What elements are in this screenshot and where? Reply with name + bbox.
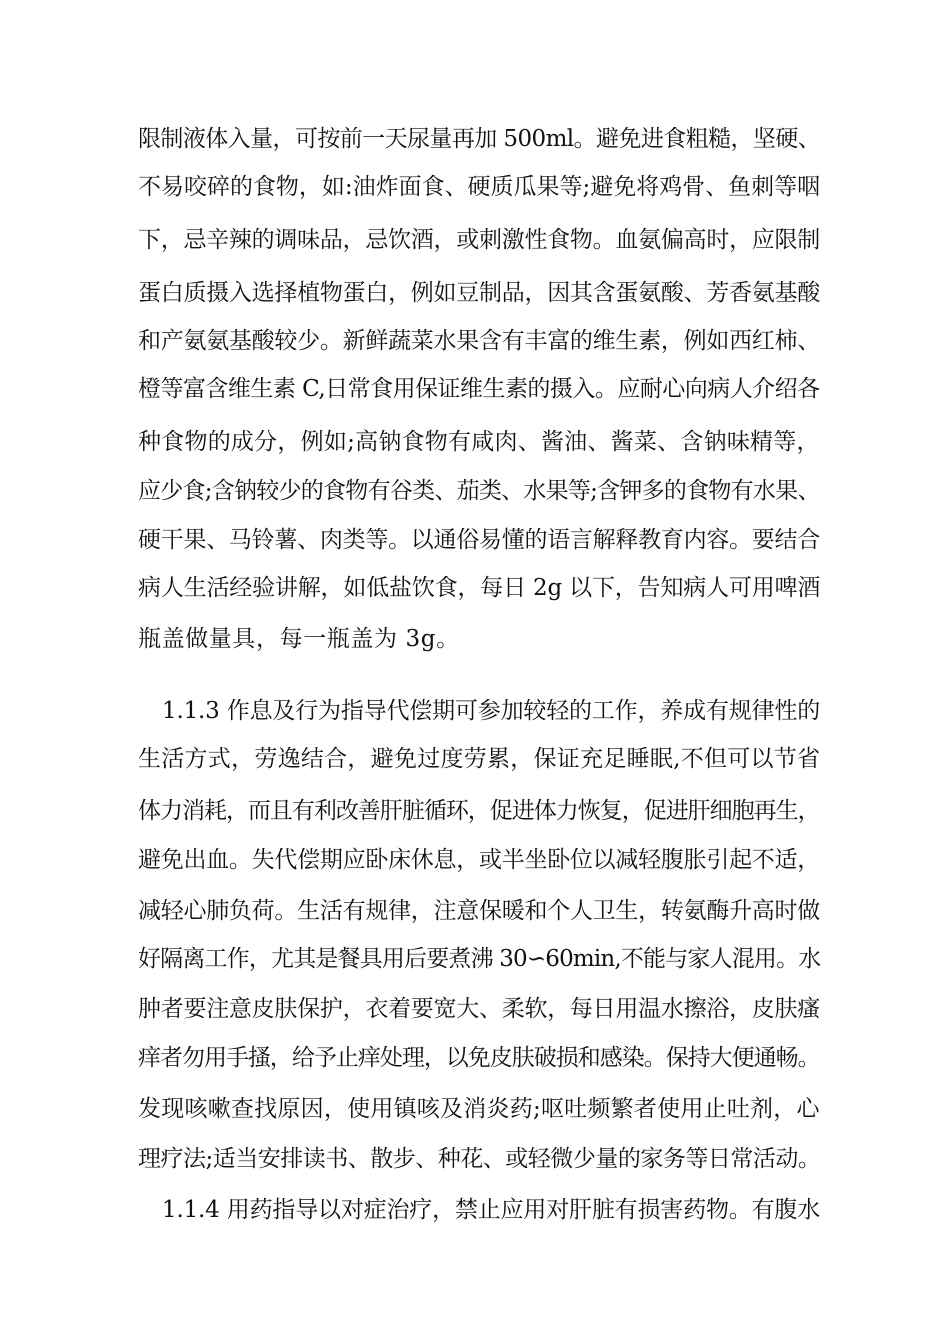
body-text-line: 病人生活经验讲解，如低盐饮食，每日 2g 以下，告知病人可用啤酒 [138,575,821,601]
body-text-line: 体力消耗，而且有利改善肝脏循环，促进体力恢复，促进肝细胞再生， [138,798,820,824]
section-heading-line: 1.1.4 用药指导以对症治疗，禁止应用对肝脏有损害药物。有腹水 [162,1197,821,1223]
body-text-line: 痒者勿用手搔，给予止痒处理，以免皮肤破损和感染。保持大便通畅。 [138,1045,820,1071]
body-text-line: 下，忌辛辣的调味品，忌饮酒，或刺激性食物。血氨偏高时，应限制 [138,227,821,253]
section-heading-line: 1.1.3 作息及行为指导代偿期可参加较轻的工作，养成有规律性的 [162,698,821,724]
body-text-line: 种食物的成分，例如;高钠食物有咸肉、酱油、酱菜、含钠味精等， [138,429,820,455]
body-text-line: 发现咳嗽查找原因，使用镇咳及消炎药;呕吐频繁者使用止吐剂，心 [138,1096,820,1122]
body-text-line: 瓶盖做量具，每一瓶盖为 3g。 [138,626,460,652]
body-text-line: 硬干果、马铃薯、肉类等。以通俗易懂的语言解释教育内容。要结合 [138,527,821,553]
body-text-line: 减轻心肺负荷。生活有规律，注意保暖和个人卫生，转氨酶升高时做 [138,898,821,924]
body-text-line: 不易咬碎的食物，如:油炸面食、硬质瓜果等;避免将鸡骨、鱼刺等咽 [138,174,821,200]
body-text-line: 好隔离工作，尤其是餐具用后要煮沸 30∽60min,不能与家人混用。水 [138,946,821,972]
body-text-line: 限制液体入量，可按前一天尿量再加 500ml。避免进食粗糙，坚硬、 [138,126,821,152]
body-text-line: 肿者要注意皮肤保护，衣着要宽大、柔软，每日用温水擦浴，皮肤瘙 [138,996,821,1022]
body-text-line: 和产氨氨基酸较少。新鲜蔬菜水果含有丰富的维生素，例如西红柿、 [138,328,821,354]
body-text-line: 避免出血。失代偿期应卧床休息，或半坐卧位以减轻腹胀引起不适， [138,847,821,873]
body-text-line: 应少食;含钠较少的食物有谷类、茄类、水果等;含钾多的食物有水果、 [138,478,820,504]
body-text-line: 蛋白质摄入选择植物蛋白，例如豆制品，因其含蛋氨酸、芳香氨基酸 [138,280,821,306]
body-text-line: 生活方式，劳逸结合，避免过度劳累，保证充足睡眠,不但可以节省 [138,746,821,772]
body-text-line: 理疗法;适当安排读书、散步、种花、或轻微少量的家务等日常活动。 [138,1146,821,1172]
body-text-line: 橙等富含维生素 C,日常食用保证维生素的摄入。应耐心向病人介绍各 [138,376,820,402]
